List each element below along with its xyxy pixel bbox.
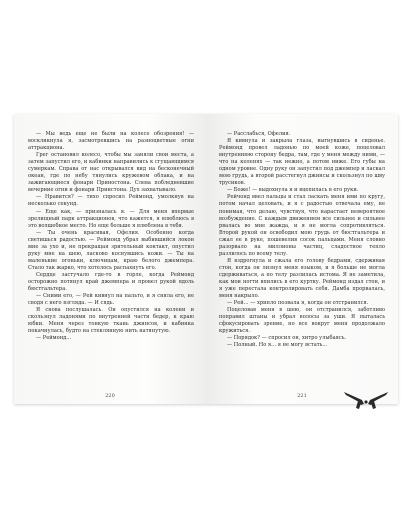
paragraph: — Рей... — хрипло позвала я, когда он отстранился. bbox=[227, 300, 369, 307]
paragraph: Я кивнула и закрыла глаза, выгнувшись в сиденье. Реймонд провел ладонью по моей коже, поцеловал внутреннюю сторону бедра, там, где у меня между ними, — что на коленях — так нежно, а потом ниже. Его губы на одном уровне. Одну руку он запустил под джемпер и ласкал мою грудь, а второй расстегнул джинсы и скользнул по шву трусиков. bbox=[219, 138, 385, 187]
paragraph: — Нравится? — тихо спросил Реймонд, умолкнув на несколько секунд. bbox=[28, 194, 194, 208]
paragraph: Я вздрогнула и сжала его голову бедрами, сдерживая стон, когда он лизнул меня языком, и я больше не могла сдерживаться, а по телу разлилась истома. Я не заметила, как мои ногти впились в его куртку. Реймонд издал стон, и я уже перестала контролировать себя. Дамба прорвалась, меня накрыло. bbox=[219, 257, 385, 300]
paragraph: — Мы ведь еще не были на колесе обозрения! — воскликнула я, засмотревшись на разноцветные огни аттракциона. bbox=[28, 131, 194, 152]
book-spread bbox=[14, 114, 398, 404]
paragraph: Я снова послушалась. Он опустился на колени и скользнул ладонями по внутренней части бедер, к краю юбки. Меня через тонкую ткань джинсов, и кабинка покачнулась, будто на стеклянную нить натянутую. bbox=[28, 307, 194, 335]
left-page bbox=[14, 114, 206, 404]
paragraph: Поцеловав меня в шею, он отстранился, заботливо поправил штаны и убрал волосы за уши. Я пыталась сфокусировать зрение, но все вокруг меня продолжало кружиться. bbox=[219, 307, 385, 335]
page-number: 220 bbox=[105, 393, 115, 399]
paragraph: — Реймонд... bbox=[36, 335, 72, 342]
paragraph: — Полный. Но я... я не могу встать... bbox=[227, 342, 328, 349]
page-number: 221 bbox=[297, 393, 307, 399]
crossed-pistols-icon bbox=[342, 388, 390, 410]
paragraph: — Ты очень красивая, Офелия. Особенно когда светишься радостью. — Реймонд убрал выбившийся локон мне за ухо и, не прекращая зрительный контакт, опустил руку мне на шею, ласково коснувшись кожи. — Ты на маленькие огоньки, ключицам, краю белого джемпера. Стало так жарко, что хотелось распахнуть его. bbox=[28, 229, 194, 271]
paragraph: — Сними его, — Рей кивнул на пальто, и я сняла его, не сводя с него взгляда. — И сядь. bbox=[28, 293, 194, 307]
paragraph: Грег остановил колесо, чтобы мы заняли свои места, а затем запустил его, и кабинки направились к сгущающимся сумеркам. Справа от нас открывался вид на бесконечный океан, где по небу тянулись кружевом облака, и на зажигающиеся фонари Приностона. Слева побледневшие вечерние огни и фонари Принстона. Дух захватывало. bbox=[28, 152, 194, 194]
paragraph: Рейчонд ввел пальцы и стал ласкать меня ими по кругу, потом начал целовать, и я с радостью отвечала ему, не понимая, что делаю, чувствуя, что нарастает невероятное возбуждение. С каждым движением все сильнее и сильнее рвалась во мне жажда, и я не могла сопротивляться. Второй рукой он освободил мою грудь от бюстгальтера и сжал ее в руке, пошевелив сосок пальцами. Меня словно разорвало на миллионы частиц, сладостное тепло разлилось по всему телу. bbox=[219, 194, 385, 257]
paragraph: Сердце застучало где-то в горле, когда Реймонд осторожно потянул край джемпера и провел рукой вдоль бюстгальтера. bbox=[28, 271, 194, 293]
paragraph: — Расслабься, Офелия. bbox=[227, 131, 291, 137]
paragraph: — Еще как, — призналась я. — Для меня впервые зрелищный парк аттракционов, что кажется, я влюблюсь в это волшебное место. Но еще больше я влюблена в тебя. bbox=[28, 208, 194, 229]
right-page bbox=[206, 114, 398, 404]
paragraph: — Порядок? — спросил он, хитро улыбаясь. bbox=[227, 335, 347, 342]
paragraph: — Боже! — выдохнула я и вцепилась в его руки. bbox=[227, 187, 359, 194]
